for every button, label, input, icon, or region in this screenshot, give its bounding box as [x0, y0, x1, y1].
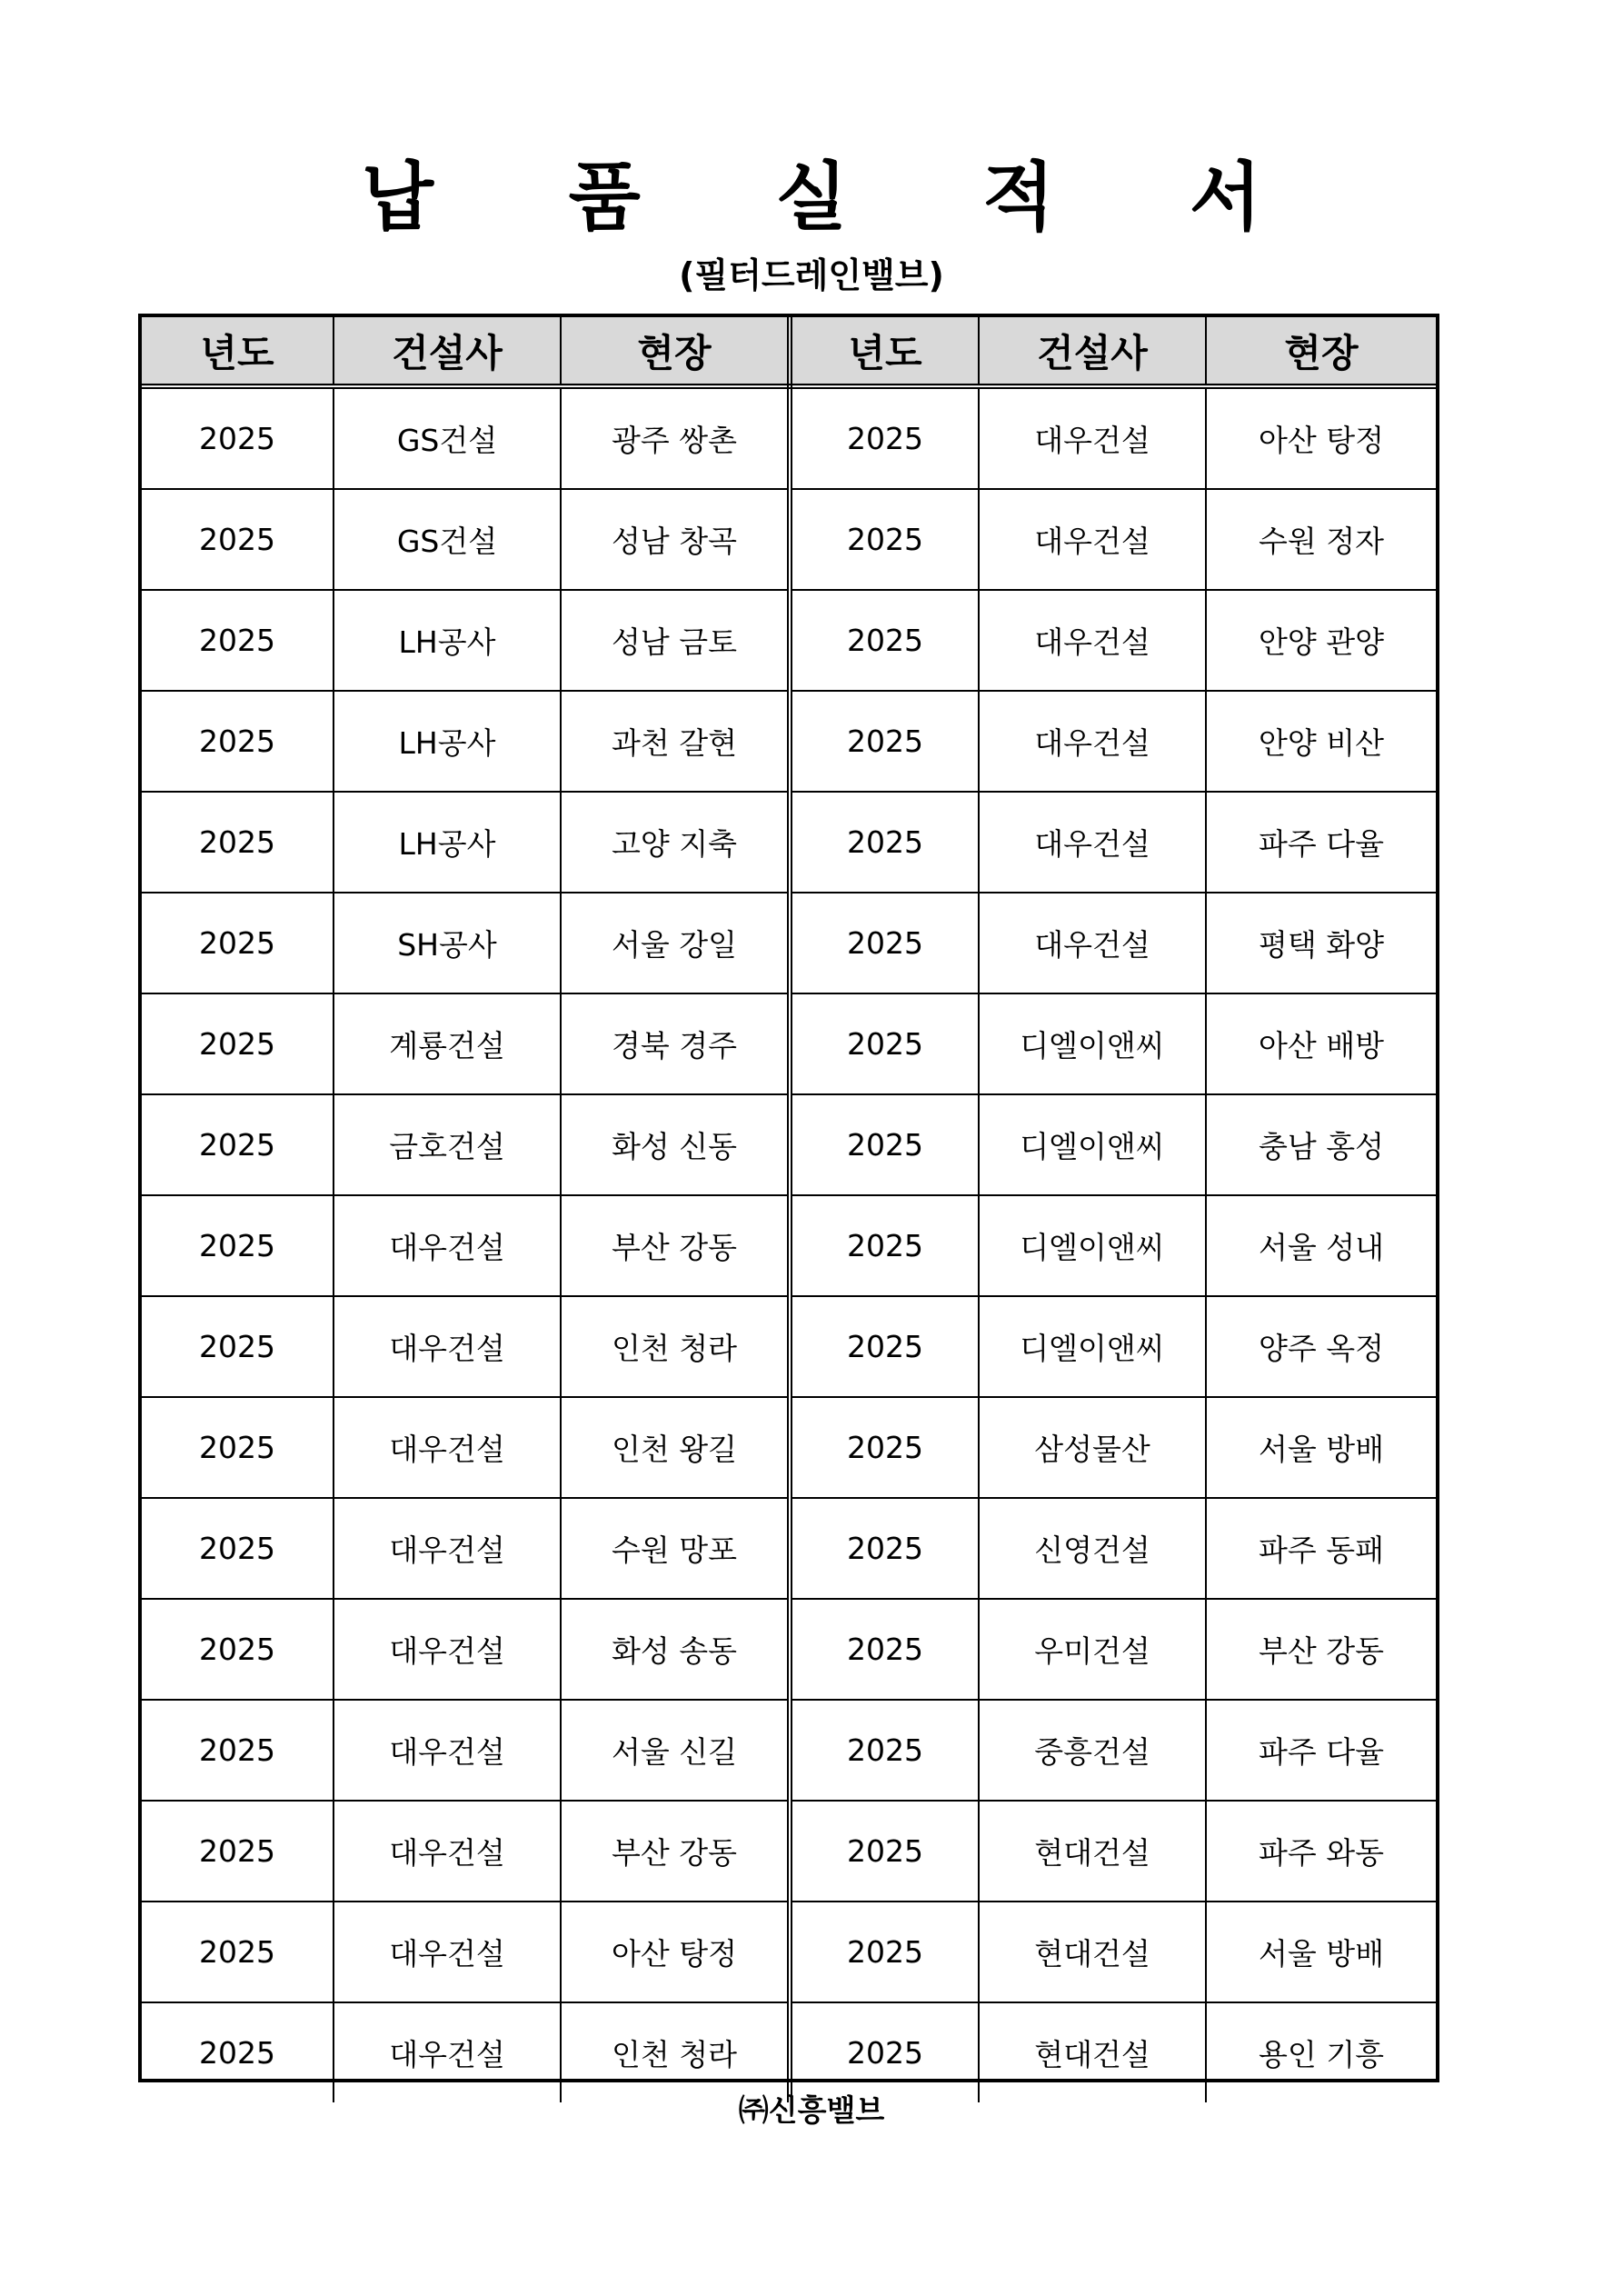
- cell-year-right: 2025: [790, 1700, 979, 1801]
- cell-year-left: 2025: [142, 1801, 334, 1902]
- cell-site-right: 파주 동패: [1206, 1498, 1436, 1599]
- cell-builder-right: 디엘이앤씨: [979, 1296, 1206, 1397]
- cell-site-right: 서울 방배: [1206, 1902, 1436, 2002]
- cell-builder-left: 금호건설: [334, 1094, 561, 1195]
- table-row: [142, 1397, 1436, 1498]
- cell-year-right: 2025: [790, 590, 979, 691]
- cell-builder-left: GS건설: [334, 386, 561, 489]
- cell-year-left: 2025: [142, 691, 334, 792]
- cell-year-left: 2025: [142, 386, 334, 489]
- cell-year-right: 2025: [790, 1195, 979, 1296]
- cell-year-left: 2025: [142, 1296, 334, 1397]
- table-row: [142, 590, 1436, 691]
- cell-year-right: 2025: [790, 893, 979, 993]
- table-row: [142, 792, 1436, 893]
- cell-builder-left: 대우건설: [334, 1801, 561, 1902]
- cell-year-right: 2025: [790, 792, 979, 893]
- cell-builder-right: 대우건설: [979, 590, 1206, 691]
- cell-site-left: 성남 금토: [561, 590, 790, 691]
- cell-builder-right: 디엘이앤씨: [979, 1195, 1206, 1296]
- cell-builder-right: 대우건설: [979, 489, 1206, 590]
- table-row: [142, 1195, 1436, 1296]
- cell-year-left: 2025: [142, 1094, 334, 1195]
- cell-site-left: 부산 강동: [561, 1801, 790, 1902]
- cell-site-right: 안양 관양: [1206, 590, 1436, 691]
- cell-year-left: 2025: [142, 1700, 334, 1801]
- table-row: [142, 1498, 1436, 1599]
- cell-year-right: 2025: [790, 2002, 979, 2102]
- cell-site-right: 아산 배방: [1206, 993, 1436, 1094]
- cell-year-left: 2025: [142, 590, 334, 691]
- cell-builder-right: 우미건설: [979, 1599, 1206, 1700]
- cell-year-right: 2025: [790, 1902, 979, 2002]
- cell-year-right: 2025: [790, 1599, 979, 1700]
- cell-builder-right: 대우건설: [979, 893, 1206, 993]
- cell-builder-right: 삼성물산: [979, 1397, 1206, 1498]
- cell-year-right: 2025: [790, 386, 979, 489]
- cell-year-left: 2025: [142, 1195, 334, 1296]
- header-year-left: 년도: [142, 317, 334, 386]
- cell-year-right: 2025: [790, 691, 979, 792]
- table-row: [142, 1599, 1436, 1700]
- cell-builder-right: 현대건설: [979, 1801, 1206, 1902]
- cell-year-left: 2025: [142, 993, 334, 1094]
- cell-site-left: 서울 강일: [561, 893, 790, 993]
- cell-year-right: 2025: [790, 993, 979, 1094]
- table-row: [142, 386, 1436, 489]
- table-row: [142, 993, 1436, 1094]
- cell-builder-right: 디엘이앤씨: [979, 1094, 1206, 1195]
- cell-site-left: 광주 쌍촌: [561, 386, 790, 489]
- cell-year-left: 2025: [142, 1599, 334, 1700]
- company-name: ㈜신흥밸브: [738, 2092, 885, 2128]
- cell-site-right: 용인 기흥: [1206, 2002, 1436, 2102]
- table-row: [142, 1902, 1436, 2002]
- cell-year-left: 2025: [142, 489, 334, 590]
- cell-site-left: 화성 송동: [561, 1599, 790, 1700]
- cell-site-right: 양주 옥정: [1206, 1296, 1436, 1397]
- cell-site-right: 수원 정자: [1206, 489, 1436, 590]
- cell-site-left: 부산 강동: [561, 1195, 790, 1296]
- cell-builder-left: 계룡건설: [334, 993, 561, 1094]
- cell-year-left: 2025: [142, 792, 334, 893]
- table-row: [142, 1296, 1436, 1397]
- cell-site-left: 수원 망포: [561, 1498, 790, 1599]
- cell-builder-left: LH공사: [334, 792, 561, 893]
- cell-builder-right: 현대건설: [979, 1902, 1206, 2002]
- cell-year-right: 2025: [790, 489, 979, 590]
- header-builder-right: 건설사: [979, 317, 1206, 386]
- table-row: [142, 489, 1436, 590]
- cell-year-right: 2025: [790, 1397, 979, 1498]
- document-title: 납 품 실 적 서: [361, 155, 1317, 241]
- header-site-left: 현장: [561, 317, 790, 386]
- cell-builder-left: LH공사: [334, 590, 561, 691]
- cell-builder-left: SH공사: [334, 893, 561, 993]
- cell-builder-left: 대우건설: [334, 1397, 561, 1498]
- cell-site-left: 인천 청라: [561, 2002, 790, 2102]
- cell-year-right: 2025: [790, 1801, 979, 1902]
- cell-year-right: 2025: [790, 1296, 979, 1397]
- cell-site-left: 아산 탕정: [561, 1902, 790, 2002]
- cell-builder-right: 신영건설: [979, 1498, 1206, 1599]
- cell-builder-left: 대우건설: [334, 2002, 561, 2102]
- document-subtitle: (필터드레인밸브): [679, 255, 944, 295]
- cell-site-right: 평택 화양: [1206, 893, 1436, 993]
- cell-site-right: 파주 와동: [1206, 1801, 1436, 1902]
- cell-site-left: 인천 왕길: [561, 1397, 790, 1498]
- cell-year-left: 2025: [142, 1902, 334, 2002]
- cell-builder-left: 대우건설: [334, 1296, 561, 1397]
- cell-year-right: 2025: [790, 1498, 979, 1599]
- table-header-row: [142, 317, 1436, 386]
- table-row: [142, 893, 1436, 993]
- cell-builder-left: 대우건설: [334, 1599, 561, 1700]
- cell-year-left: 2025: [142, 1498, 334, 1599]
- cell-site-left: 서울 신길: [561, 1700, 790, 1801]
- cell-builder-right: 대우건설: [979, 691, 1206, 792]
- cell-year-left: 2025: [142, 893, 334, 993]
- cell-builder-left: 대우건설: [334, 1195, 561, 1296]
- cell-builder-left: 대우건설: [334, 1700, 561, 1801]
- cell-year-left: 2025: [142, 1397, 334, 1498]
- cell-builder-right: 대우건설: [979, 792, 1206, 893]
- cell-builder-right: 중흥건설: [979, 1700, 1206, 1801]
- table-row: [142, 2002, 1436, 2102]
- cell-site-left: 성남 창곡: [561, 489, 790, 590]
- cell-year-left: 2025: [142, 2002, 334, 2102]
- cell-site-right: 서울 방배: [1206, 1397, 1436, 1498]
- cell-builder-left: 대우건설: [334, 1902, 561, 2002]
- table-row: [142, 1801, 1436, 1902]
- cell-site-left: 화성 신동: [561, 1094, 790, 1195]
- table-row: [142, 691, 1436, 792]
- cell-site-left: 인천 청라: [561, 1296, 790, 1397]
- table-row: [142, 1700, 1436, 1801]
- cell-site-right: 안양 비산: [1206, 691, 1436, 792]
- header-site-right: 현장: [1206, 317, 1436, 386]
- cell-builder-left: GS건설: [334, 489, 561, 590]
- table-row: [142, 1094, 1436, 1195]
- cell-site-right: 아산 탕정: [1206, 386, 1436, 489]
- cell-site-right: 파주 다율: [1206, 792, 1436, 893]
- cell-year-right: 2025: [790, 1094, 979, 1195]
- cell-builder-left: 대우건설: [334, 1498, 561, 1599]
- cell-builder-left: LH공사: [334, 691, 561, 792]
- cell-site-left: 과천 갈현: [561, 691, 790, 792]
- header-year-right: 년도: [790, 317, 979, 386]
- cell-site-left: 고양 지축: [561, 792, 790, 893]
- cell-builder-right: 디엘이앤씨: [979, 993, 1206, 1094]
- cell-site-left: 경북 경주: [561, 993, 790, 1094]
- header-builder-left: 건설사: [334, 317, 561, 386]
- cell-site-right: 서울 성내: [1206, 1195, 1436, 1296]
- delivery-record-table: [138, 314, 1439, 2082]
- cell-site-right: 부산 강동: [1206, 1599, 1436, 1700]
- cell-builder-right: 현대건설: [979, 2002, 1206, 2102]
- cell-site-right: 파주 다율: [1206, 1700, 1436, 1801]
- cell-site-right: 충남 홍성: [1206, 1094, 1436, 1195]
- cell-builder-right: 대우건설: [979, 386, 1206, 489]
